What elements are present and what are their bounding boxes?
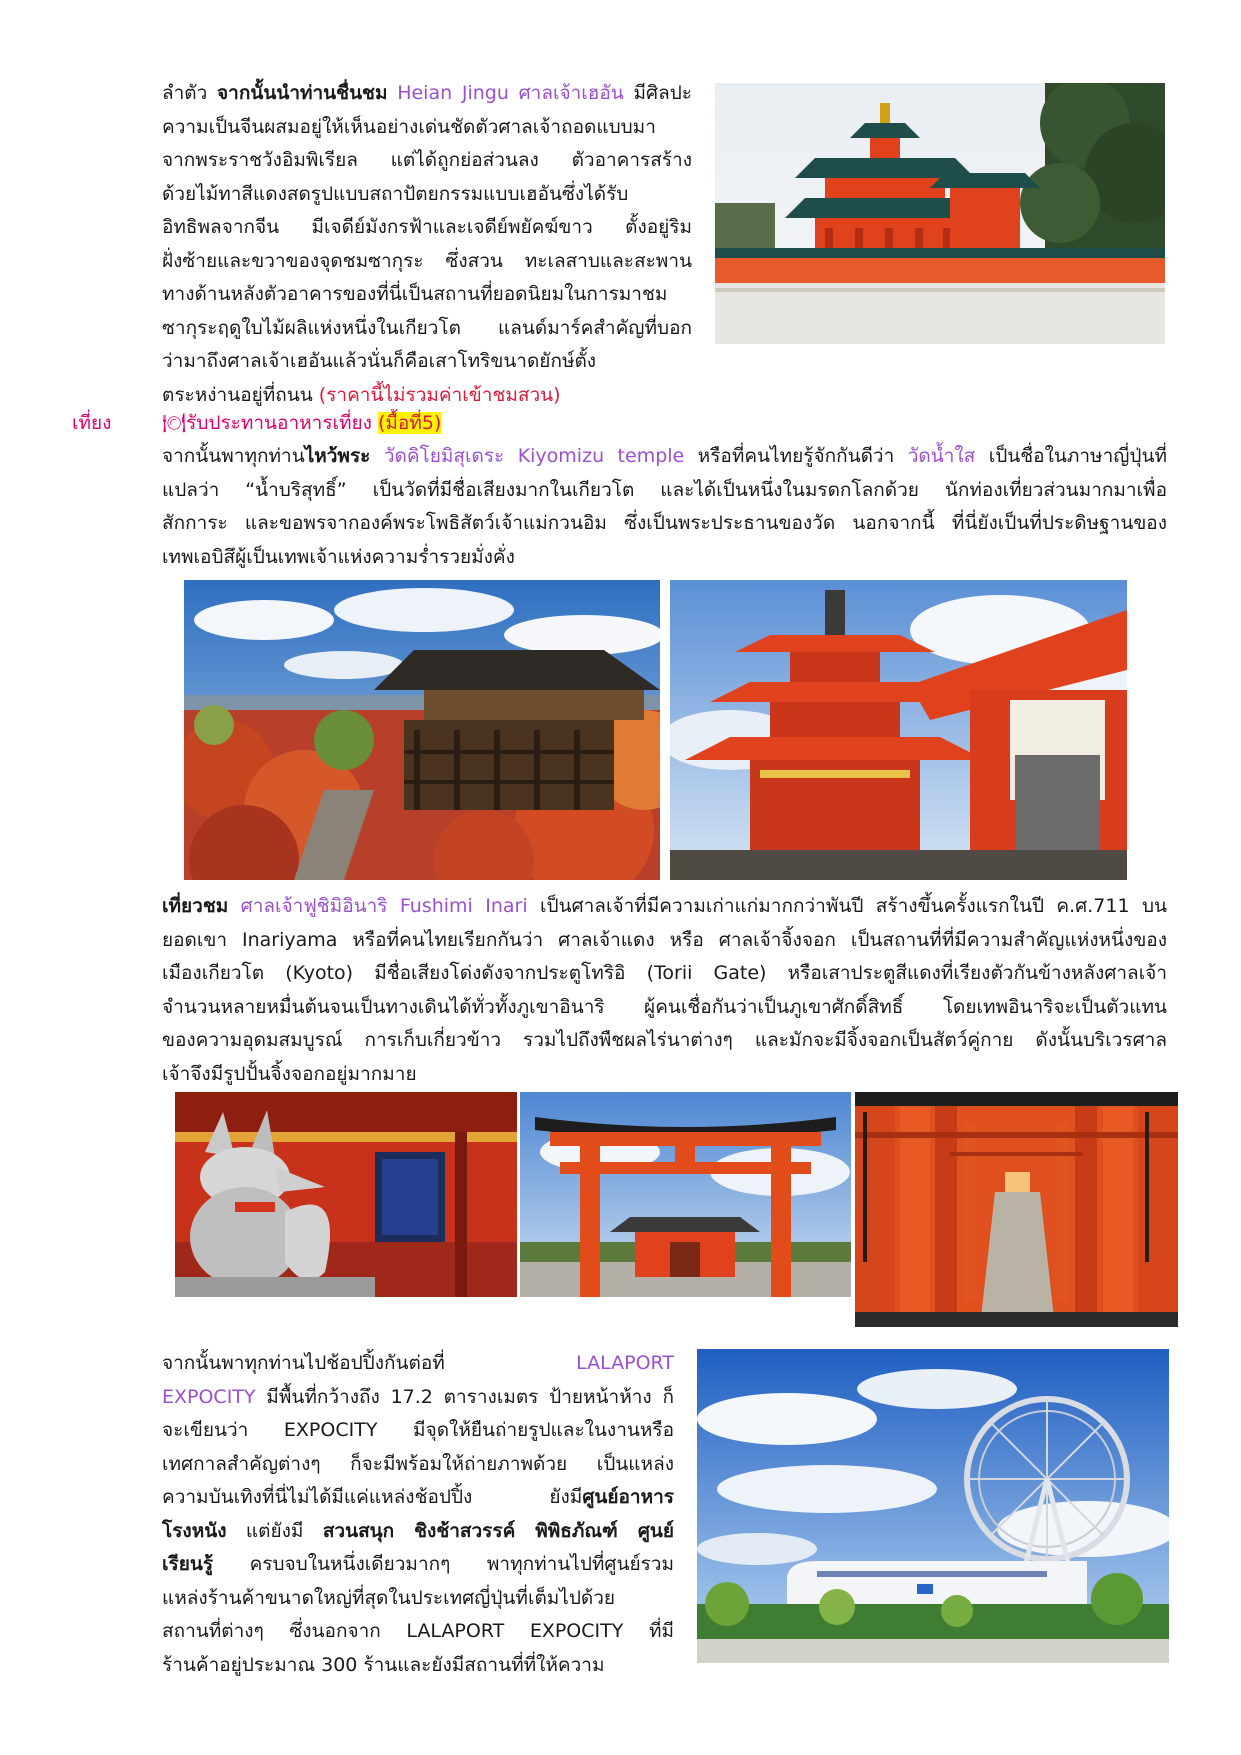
senbon-torii-tunnel-photo (855, 1092, 1178, 1327)
text-run: Heian Jingu ศาลเจ้าเฮอัน (387, 82, 624, 104)
text-line (162, 77, 692, 111)
text-run: ยอดเขา Inariyama หรือที่คนไทยเรียกกันว่า ศาลเจ้าแดง หรือ ศาลเจ้าจิ้งจอก เป็นสถานที่ที่มีความสำคัญแห่งหนึ่งของ (162, 928, 1167, 951)
text-line (162, 111, 692, 145)
fushimi-inari-torii-photo (520, 1092, 851, 1297)
kiyomizu-paragraph (162, 440, 1167, 574)
text-line (162, 312, 692, 346)
text-run: เรียนรู้ (162, 1553, 214, 1575)
text-line (162, 1448, 674, 1482)
text-line (162, 245, 692, 279)
text-line (162, 1481, 674, 1515)
text-line (162, 1582, 674, 1616)
text-run: หรือที่คนไทยรู้จักกันดีว่า (684, 445, 908, 467)
text-line (162, 144, 692, 178)
text-run: จากพระราชวังอิมพิเรียล แต่ได้ถูกย่อส่วนลง ตัวอาคารสร้าง (162, 149, 692, 171)
text-run: เทพเอบิสึผู้เป็นเทพเจ้าแห่งความร่ำรวยมั่งคั่ง (162, 545, 515, 568)
text-line (162, 1381, 674, 1415)
text-line (162, 278, 692, 312)
text-run: ด้วยไม้ทาสีแดงสดรูปแบบสถาปัตยกรรมแบบเฮอันซึ่งได้รับ (162, 182, 629, 205)
text-line (162, 1515, 674, 1549)
text-run: ตระหง่านอยู่ที่ถนน (162, 383, 319, 406)
meal-text: รับประทานอาหารเที่ยง (186, 412, 372, 434)
text-line (162, 1414, 674, 1448)
text-run: มีศิลปะ (623, 82, 692, 104)
text-run: วัดคิโยมิสุเดระ Kiyomizu temple (370, 445, 685, 467)
text-run: แหล่งร้านค้าขนาดใหญ่ที่สุดในประเทศญี่ปุ่นที่เต็มไปด้วย (162, 1586, 616, 1609)
text-run: ความเป็นจีนผสมอยู่ให้เห็นอย่างเด่นชัดตัวศาลเจ้าถอดแบบมา (162, 115, 656, 138)
text-run: จากนั้นพาทุกท่าน (162, 445, 305, 467)
text-line (162, 957, 1167, 991)
text-run: ทางด้านหลังตัวอาคารของที่นี่เป็นสถานที่ยอดนิยมในการมาชม (162, 283, 668, 305)
text-run: LALAPORT (576, 1352, 674, 1374)
text-run: อิทธิพลจากจีน มีเจดีย์มังกรฟ้าและเจดีย์พยัคฆ์ขาว ตั้งอยู่ริม (162, 216, 692, 238)
text-run: ความบันเทิงที่นี่ไม่ได้มีแค่แหล่งช้อปปิ้ง ยังมี (162, 1486, 583, 1508)
text-run: ลำตัว (162, 82, 218, 104)
text-run: สถานที่ต่างๆ ซึ่งนอกจาก LALAPORT EXPOCITY ที่มี (162, 1620, 674, 1642)
text-run: เมืองเกียวโต (Kyoto) มีชื่อเสียงโด่งดังจากประตูโทริอิ (Torii Gate) หรือเสาประตูสีแดงที่เรียงตัวกันข้างหลังศาลเจ้า (162, 962, 1167, 984)
kiyomizu-pagoda-photo (670, 580, 1127, 880)
text-line (162, 1058, 1167, 1092)
text-run: เป็นชื่อในภาษาญี่ปุ่นที่ (975, 445, 1167, 467)
text-run: แปลว่า “น้ำบริสุทธิ์” เป็นวัดที่มีชื่อเสียงมากในเกียวโต และได้เป็นหนึ่งในมรดกโลกด้วย นักท่องเที่ยวส่วนมากมาเพื่อ (162, 478, 1167, 501)
text-run: จากนั้นพาทุกท่านไปช้อปปิ้งกันต่อที่ (162, 1352, 577, 1374)
text-run: โรงหนัง (162, 1519, 227, 1542)
text-run: จำนวนหลายหมื่นต้นจนเป็นทางเดินได้ทั่วทั้งภูเขาอินาริ ผู้คนเชื่อกันว่าเป็นภูเขาศักดิ์สิทธิ์ โดยเทพอินาริจะเป็นตัวแทน (162, 995, 1167, 1018)
paragraph-lines (162, 440, 1167, 574)
text-line (162, 991, 1167, 1025)
text-line (162, 1649, 674, 1683)
meal-number-badge: (มื้อที่5) (378, 412, 442, 434)
text-line (162, 1615, 674, 1649)
text-run: ไหว้พระ (304, 445, 371, 467)
text-run: เทศกาลสำคัญต่างๆ ก็จะมีพร้อมให้ถ่ายภาพด้วย เป็นแหล่ง (162, 1452, 674, 1475)
text-run: ของความอุดมสมบูรณ์ การเก็บเกี่ยวข้าว รวมไปถึงพืชผลไร่นาต่างๆ และมักจะมีจิ้งจอกเป็นสัตว์คู่กาย ดังนั้นบริเวรศาล (162, 1029, 1167, 1051)
meal-time-label: เที่ยง (72, 412, 112, 434)
text-line (162, 178, 692, 212)
expocity-ferris-wheel-photo (697, 1349, 1169, 1663)
text-line (162, 541, 1167, 575)
text-run: จากนั้นนำท่านชื่นชม (217, 82, 388, 104)
text-run: ศาลเจ้าฟูชิมิอินาริ Fushimi Inari (228, 895, 528, 917)
meal-row (162, 407, 441, 441)
text-run: เจ้าจึงมีรูปปั้นจิ้งจอกอยู่มากมาย (162, 1062, 417, 1085)
text-line (162, 507, 1167, 541)
text-line (162, 890, 1167, 924)
text-run: EXPOCITY (162, 1385, 256, 1408)
paragraph-lines (162, 77, 692, 412)
text-run: เป็นศาลเจ้าที่มีความเก่าแก่มากกว่าพันปี สร้างขึ้นครั้งแรกในปี ค.ศ.711 บน (527, 895, 1167, 917)
text-run: ครบจบในหนึ่งเดียวมากๆ พาทุกท่านไปที่ศูนย์รวม (213, 1553, 674, 1575)
text-line (162, 211, 692, 245)
text-line (162, 440, 1167, 474)
text-run: มีพื้นที่กว้างถึง 17.2 ตารางเมตร ป้ายหน้าห้าง ก็ (255, 1385, 674, 1408)
inari-fox-statue-photo (175, 1092, 517, 1297)
expocity-paragraph (162, 1347, 674, 1682)
dining-icon: 🍽 (162, 412, 187, 434)
text-line (162, 1024, 1167, 1058)
text-line (162, 1347, 674, 1381)
text-run: ฝั่งซ้ายและขวาของจุดชมซากุระ ซึ่งสวน ทะเลสาบและสะพาน (162, 249, 692, 272)
text-run: วัดน้ำใส (907, 445, 976, 467)
kiyomizu-dera-autumn-photo (184, 580, 660, 880)
text-line (162, 474, 1167, 508)
heian-jingu-paragraph (162, 77, 692, 412)
text-line (162, 1548, 674, 1582)
text-run: เที่ยวชม (162, 895, 229, 917)
text-run: แต่ยังมี (226, 1519, 323, 1542)
fushimi-inari-paragraph (162, 890, 1167, 1091)
text-line (162, 924, 1167, 958)
text-run: จะเขียนว่า EXPOCITY มีจุดให้ยืนถ่ายรูปและในงานหรือ (162, 1419, 674, 1441)
text-run: ร้านค้าอยู่ประมาณ 300 ร้านและยังมีสถานที่ที่ให้ความ (162, 1653, 605, 1676)
text-run: ซากุระฤดูใบไม้ผลิแห่งหนึ่งในเกียวโต แลนด์มาร์คสำคัญที่บอก (162, 316, 692, 339)
heian-shrine-photo (715, 83, 1165, 344)
text-line (162, 345, 692, 379)
text-run: ว่ามาถึงศาลเจ้าเฮอันแล้วนั่นก็คือเสาโทริขนาดยักษ์ตั้ง (162, 350, 597, 372)
paragraph-lines (162, 1347, 674, 1682)
text-run: สวนสนุก ชิงช้าสวรรค์ พิพิธภัณฑ์ ศูนย์ (322, 1519, 674, 1542)
text-run: สักการะ และขอพรจากองค์พระโพธิสัตว์เจ้าแม่กวนอิม ซึ่งเป็นพระประธานของวัด นอกจากนี้ ที่นี่ยังเป็นที่ประดิษฐานของ (162, 512, 1167, 534)
text-run: ศูนย์อาหาร (582, 1486, 674, 1508)
text-run: (ราคานี้ไม่รวมค่าเข้าชมสวน) (318, 383, 561, 406)
paragraph-lines (162, 890, 1167, 1091)
